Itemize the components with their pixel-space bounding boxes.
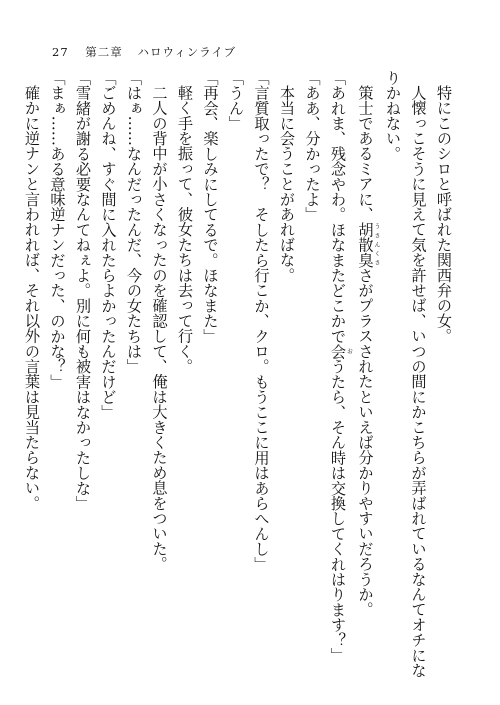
text-segment: さがプラスされたといえば分かりやすいだろうか。: [356, 267, 375, 618]
ruby-base: 胡散臭: [356, 222, 375, 268]
furigana: [356, 222, 380, 268]
text-line: 本当に会うことがあればな。: [278, 85, 296, 283]
text-line: 「まぁ……ある意味逆ナンだった、のかな？」: [48, 70, 67, 390]
text-line: 「うん」: [227, 70, 245, 131]
text-line-with-ruby: [352, 70, 380, 686]
text-line: 「はぁ……なんだったんだ、今の女たちは」: [125, 70, 143, 374]
chapter-label: 第二章: [85, 45, 123, 59]
text-segment: うたら、そん時は交換してくれはります？」: [329, 358, 347, 663]
text-line: 人懐っこそうに見えて気を許せば、いつの間にかこちらが弄ばれているなんてオチにな: [409, 85, 428, 678]
text-line: りかねない。: [384, 70, 402, 162]
text-line: 「雪緒が謝る必要なんてねぇよ。別に何も被害はなかったしな」: [74, 70, 92, 511]
vertical-text-body: [19, 70, 457, 686]
text-line: 二人の背中が小さくなったのを確認して、俺は大きくため息をついた。: [150, 85, 169, 572]
text-line: 「ああ、分かったよ」: [303, 70, 322, 222]
text-line: 「再会、楽しみにしてるで。ほなまた」: [201, 70, 220, 344]
text-line: 「ごめんね、すぐ間に入れたらよかったんだけど」: [99, 70, 118, 420]
page-number: 27: [52, 45, 69, 59]
text-segment: 「あれま、残念やわ。ほなまたどこかで: [329, 70, 347, 344]
text-segment: 策士であるミアに、: [356, 85, 375, 222]
chapter-title: ハロウィンライブ: [137, 45, 237, 59]
text-line: 確かに逆ナンと言われれば、それ以外の言葉は見当たらない。: [23, 85, 41, 511]
text-line-with-ruby: [325, 70, 353, 686]
furigana: [329, 343, 353, 359]
text-line: 「言質取ったで？ そしたら行こか、クロ。もうここに用はあらへんし」: [252, 70, 271, 572]
text-line: 特にこのシロと呼ばれた関西弁の女。: [435, 85, 453, 344]
text-line: 軽く手を振って、彼女たちは去って行く。: [176, 85, 194, 374]
running-header: [52, 44, 236, 60]
ruby-reading: うさんくさ: [373, 222, 380, 268]
ruby-base: 会: [329, 343, 347, 359]
ruby-reading: お: [345, 343, 353, 359]
